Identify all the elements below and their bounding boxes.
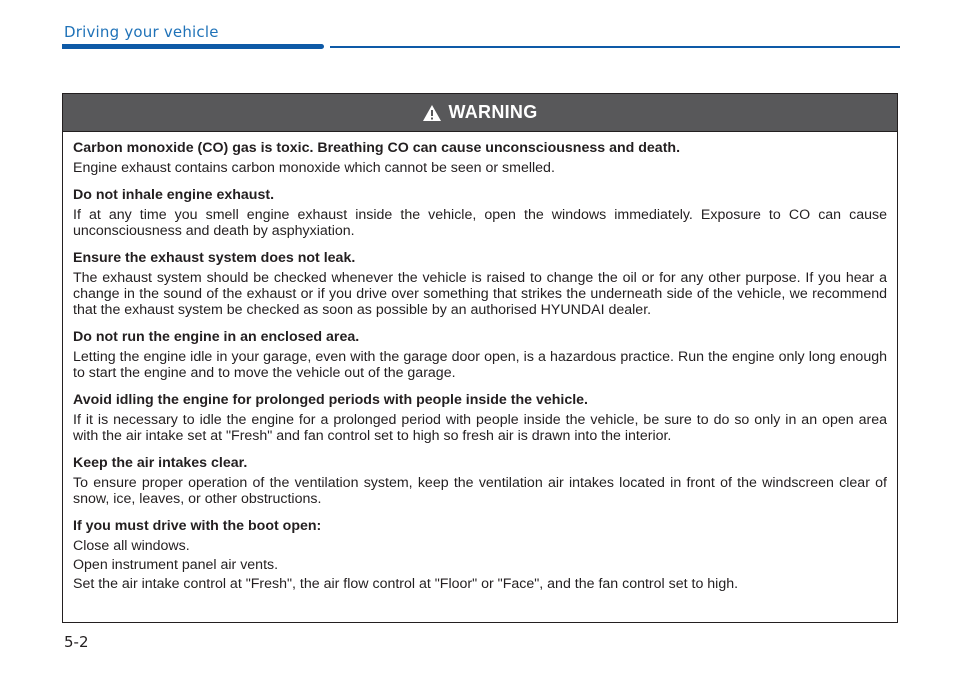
warning-triangle-icon: [422, 104, 442, 122]
section-paragraph: Letting the engine idle in your garage, even with the garage door open, is a hazardous practice. Run the engine only long enough to start the engine and to move the vehicle out of the garage.: [73, 349, 887, 381]
warning-section: [73, 392, 887, 444]
section-paragraph: Engine exhaust contains carbon monoxide which cannot be seen or smelled.: [73, 160, 555, 176]
section-heading: If you must drive with the boot open:: [73, 518, 322, 534]
section-paragraph: If at any time you smell engine exhaust inside the vehicle, open the windows immediately. Exposure to CO can cause unconsciousness and death by asphyxiation.: [73, 207, 887, 239]
section-paragraph: To ensure proper operation of the ventilation system, keep the ventilation air intakes located in front of the windscreen clear of snow, ice, leaves, or other obstructions.: [73, 475, 887, 507]
section-heading: Do not run the engine in an enclosed area.: [73, 329, 360, 345]
warning-title: WARNING: [448, 102, 538, 122]
warning-header: [63, 94, 897, 132]
section-paragraph: The exhaust system should be checked whenever the vehicle is raised to change the oil or for any other purpose. If you hear a change in the sound of the exhaust or if you drive over something that strikes the underneath side of the vehicle, we recommend that the exhaust system be checked as soon as possible by an authorised HYUNDAI dealer.: [73, 270, 887, 318]
page-number: 5-2: [64, 633, 89, 651]
warning-section: [73, 329, 887, 381]
section-heading: Avoid idling the engine for prolonged periods with people inside the vehicle.: [73, 392, 588, 408]
warning-section: [73, 250, 887, 318]
warning-box: [62, 93, 898, 623]
warning-section: [73, 518, 887, 592]
warning-section: [73, 455, 887, 507]
section-heading: Keep the air intakes clear.: [73, 455, 248, 471]
header-rule-thick: [62, 44, 324, 49]
section-header-title: Driving your vehicle: [64, 23, 219, 41]
header-rule-thin: [330, 46, 900, 48]
section-heading: Ensure the exhaust system does not leak.: [73, 250, 356, 266]
section-paragraph: If it is necessary to idle the engine for a prolonged period with people inside the vehicle, be sure to do so only in an open area with the air intake set at "Fresh" and fan control set to high so fresh air is drawn into the interior.: [73, 412, 887, 444]
warning-body: [63, 132, 897, 592]
warning-section: [73, 140, 887, 176]
section-paragraph: Set the air intake control at "Fresh", the air flow control at "Floor" or "Face", and the fan control set to high.: [73, 576, 739, 592]
section-heading: Do not inhale engine exhaust.: [73, 187, 275, 203]
section-heading: Carbon monoxide (CO) gas is toxic. Breathing CO can cause unconsciousness and death.: [73, 140, 681, 156]
section-paragraph: Close all windows.: [73, 538, 190, 554]
section-paragraph: Open instrument panel air vents.: [73, 557, 279, 573]
warning-section: [73, 187, 887, 239]
